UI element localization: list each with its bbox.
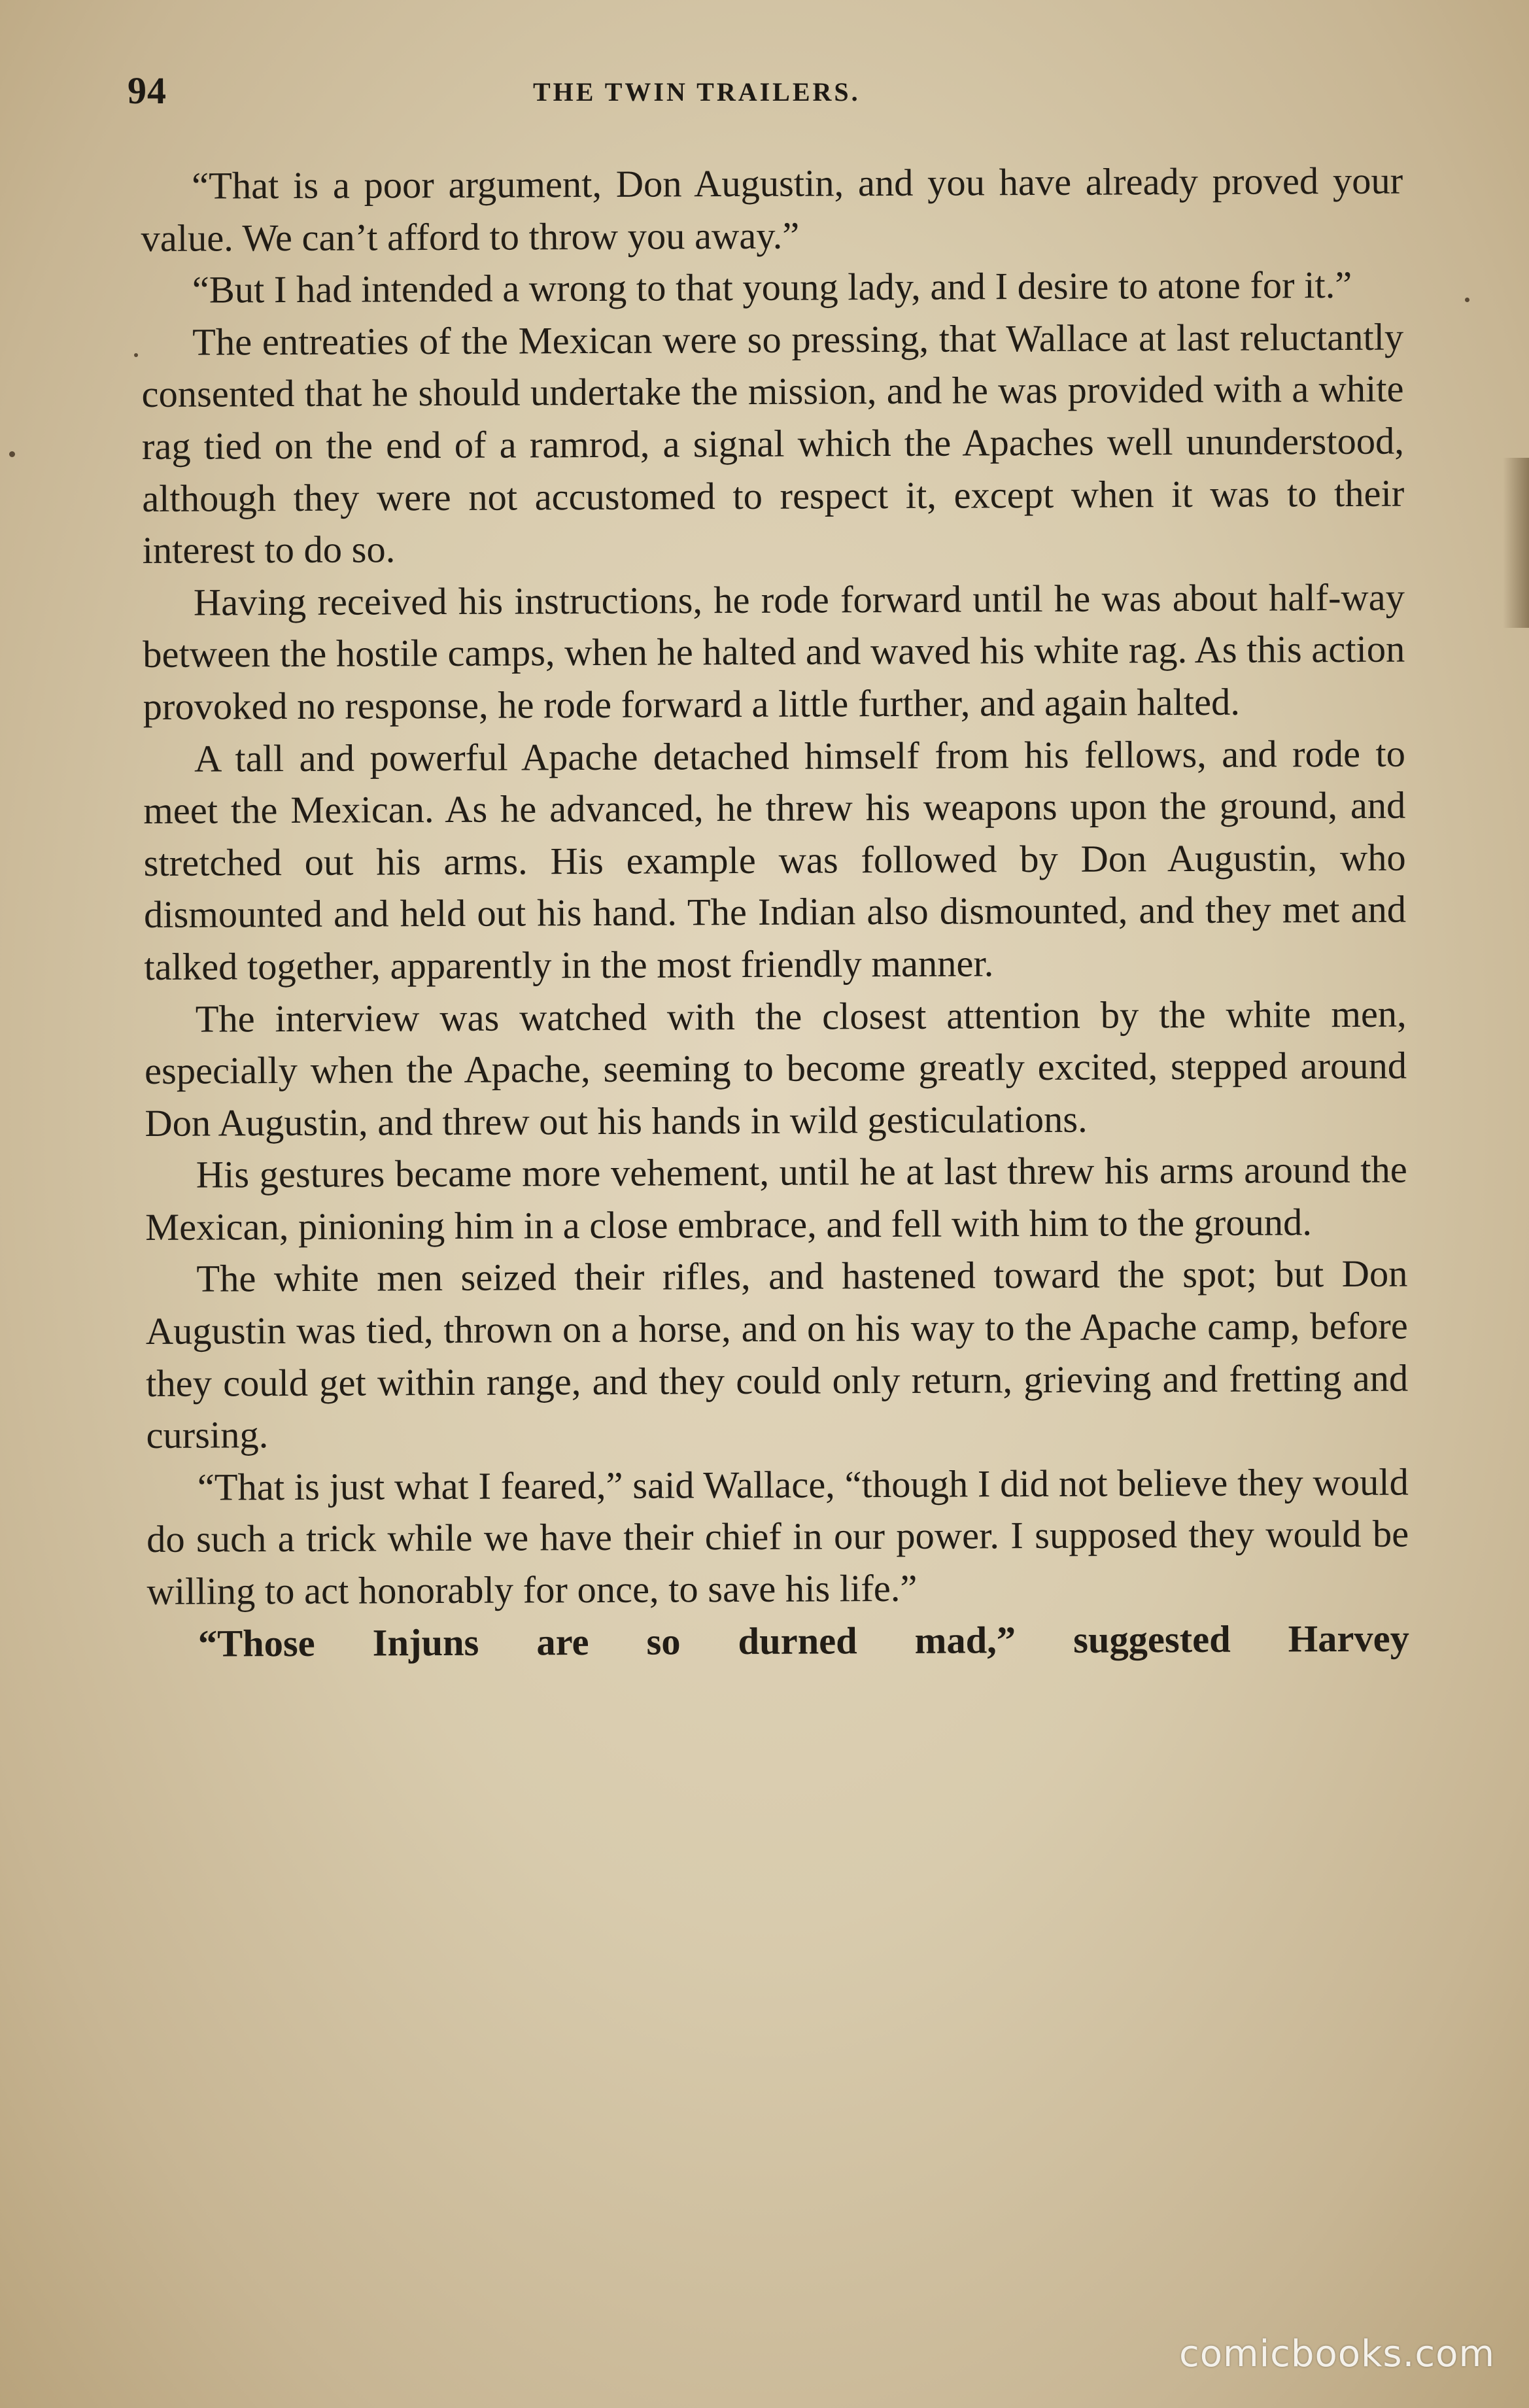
paragraph-5: A tall and powerful Apache detached himself from his fellows, and rode to meet the Mexican. As he advanced, he threw his weapons upon the ground, and stretched out his arms. His example was followed by Don Augustin, who dismounted and held out his hand. The Indian also dismounted, and they met and talked together, apparently in the most friendly manner.: [143, 732, 1407, 988]
paragraph-2: “But I had intended a wrong to that young lady, and I desire to atone for it.”: [192, 264, 1352, 311]
paragraph-9: “That is just what I feared,” said Wallace, “though I did not believe they would do such a trick while we have their chief in our power. I supposed they would be willing to act honorably for once, to save his life.”: [146, 1460, 1409, 1613]
watermark-logo: comicbooks.com: [1178, 2333, 1495, 2375]
page-number: 94: [128, 69, 167, 112]
paragraph-1: “That is a poor argument, Don Augustin, and you have already proved your value. We can’t afford to throw you away.”: [141, 159, 1403, 260]
paragraph-10: “Those Injuns are so durned mad,” suggested Harvey: [198, 1617, 1410, 1665]
paragraph-4: Having received his instructions, he rode forward until he was about half-way between the hostile camps, when he halted and waved his white rag. As this action provoked no response, he rode forward a little further, and again halted.: [143, 576, 1405, 728]
ink-speck: [9, 451, 15, 457]
page-header: [128, 69, 1409, 114]
paragraph-8: The white men seized their rifles, and hastened toward the spot; but Don Augustin was tied, thrown on a horse, and on his way to the Apache camp, before they could get within range, and they could only return, grieving and fretting and cursing.: [145, 1252, 1409, 1457]
ink-speck: [1465, 298, 1469, 302]
paragraph-3: The entreaties of the Mexican were so pressing, that Wallace at last reluctantly consented that he should undertake the mission, and he was provided with a white rag tied on the end of a ramrod, a signal which the Apaches well ununderstood, although they were not accustomed to respect it, except when it was to their interest to do so.: [141, 315, 1405, 572]
running-title: THE TWIN TRAILERS.: [533, 77, 861, 107]
ink-speck: [134, 353, 138, 357]
paragraph-7: His gestures became more vehement, until he at last threw his arms around the Mexican, pinioning him in a close embrace, and fell with him to the ground.: [145, 1148, 1407, 1248]
page-edge-shadow: [1503, 458, 1529, 628]
paragraph-6: The interview was watched with the closest attention by the white men, especially when the Apache, seeming to become greatly excited, stepped around Don Augustin, and threw out his hands in wild gesticulations.: [144, 992, 1407, 1144]
body-text: [141, 155, 1409, 1670]
